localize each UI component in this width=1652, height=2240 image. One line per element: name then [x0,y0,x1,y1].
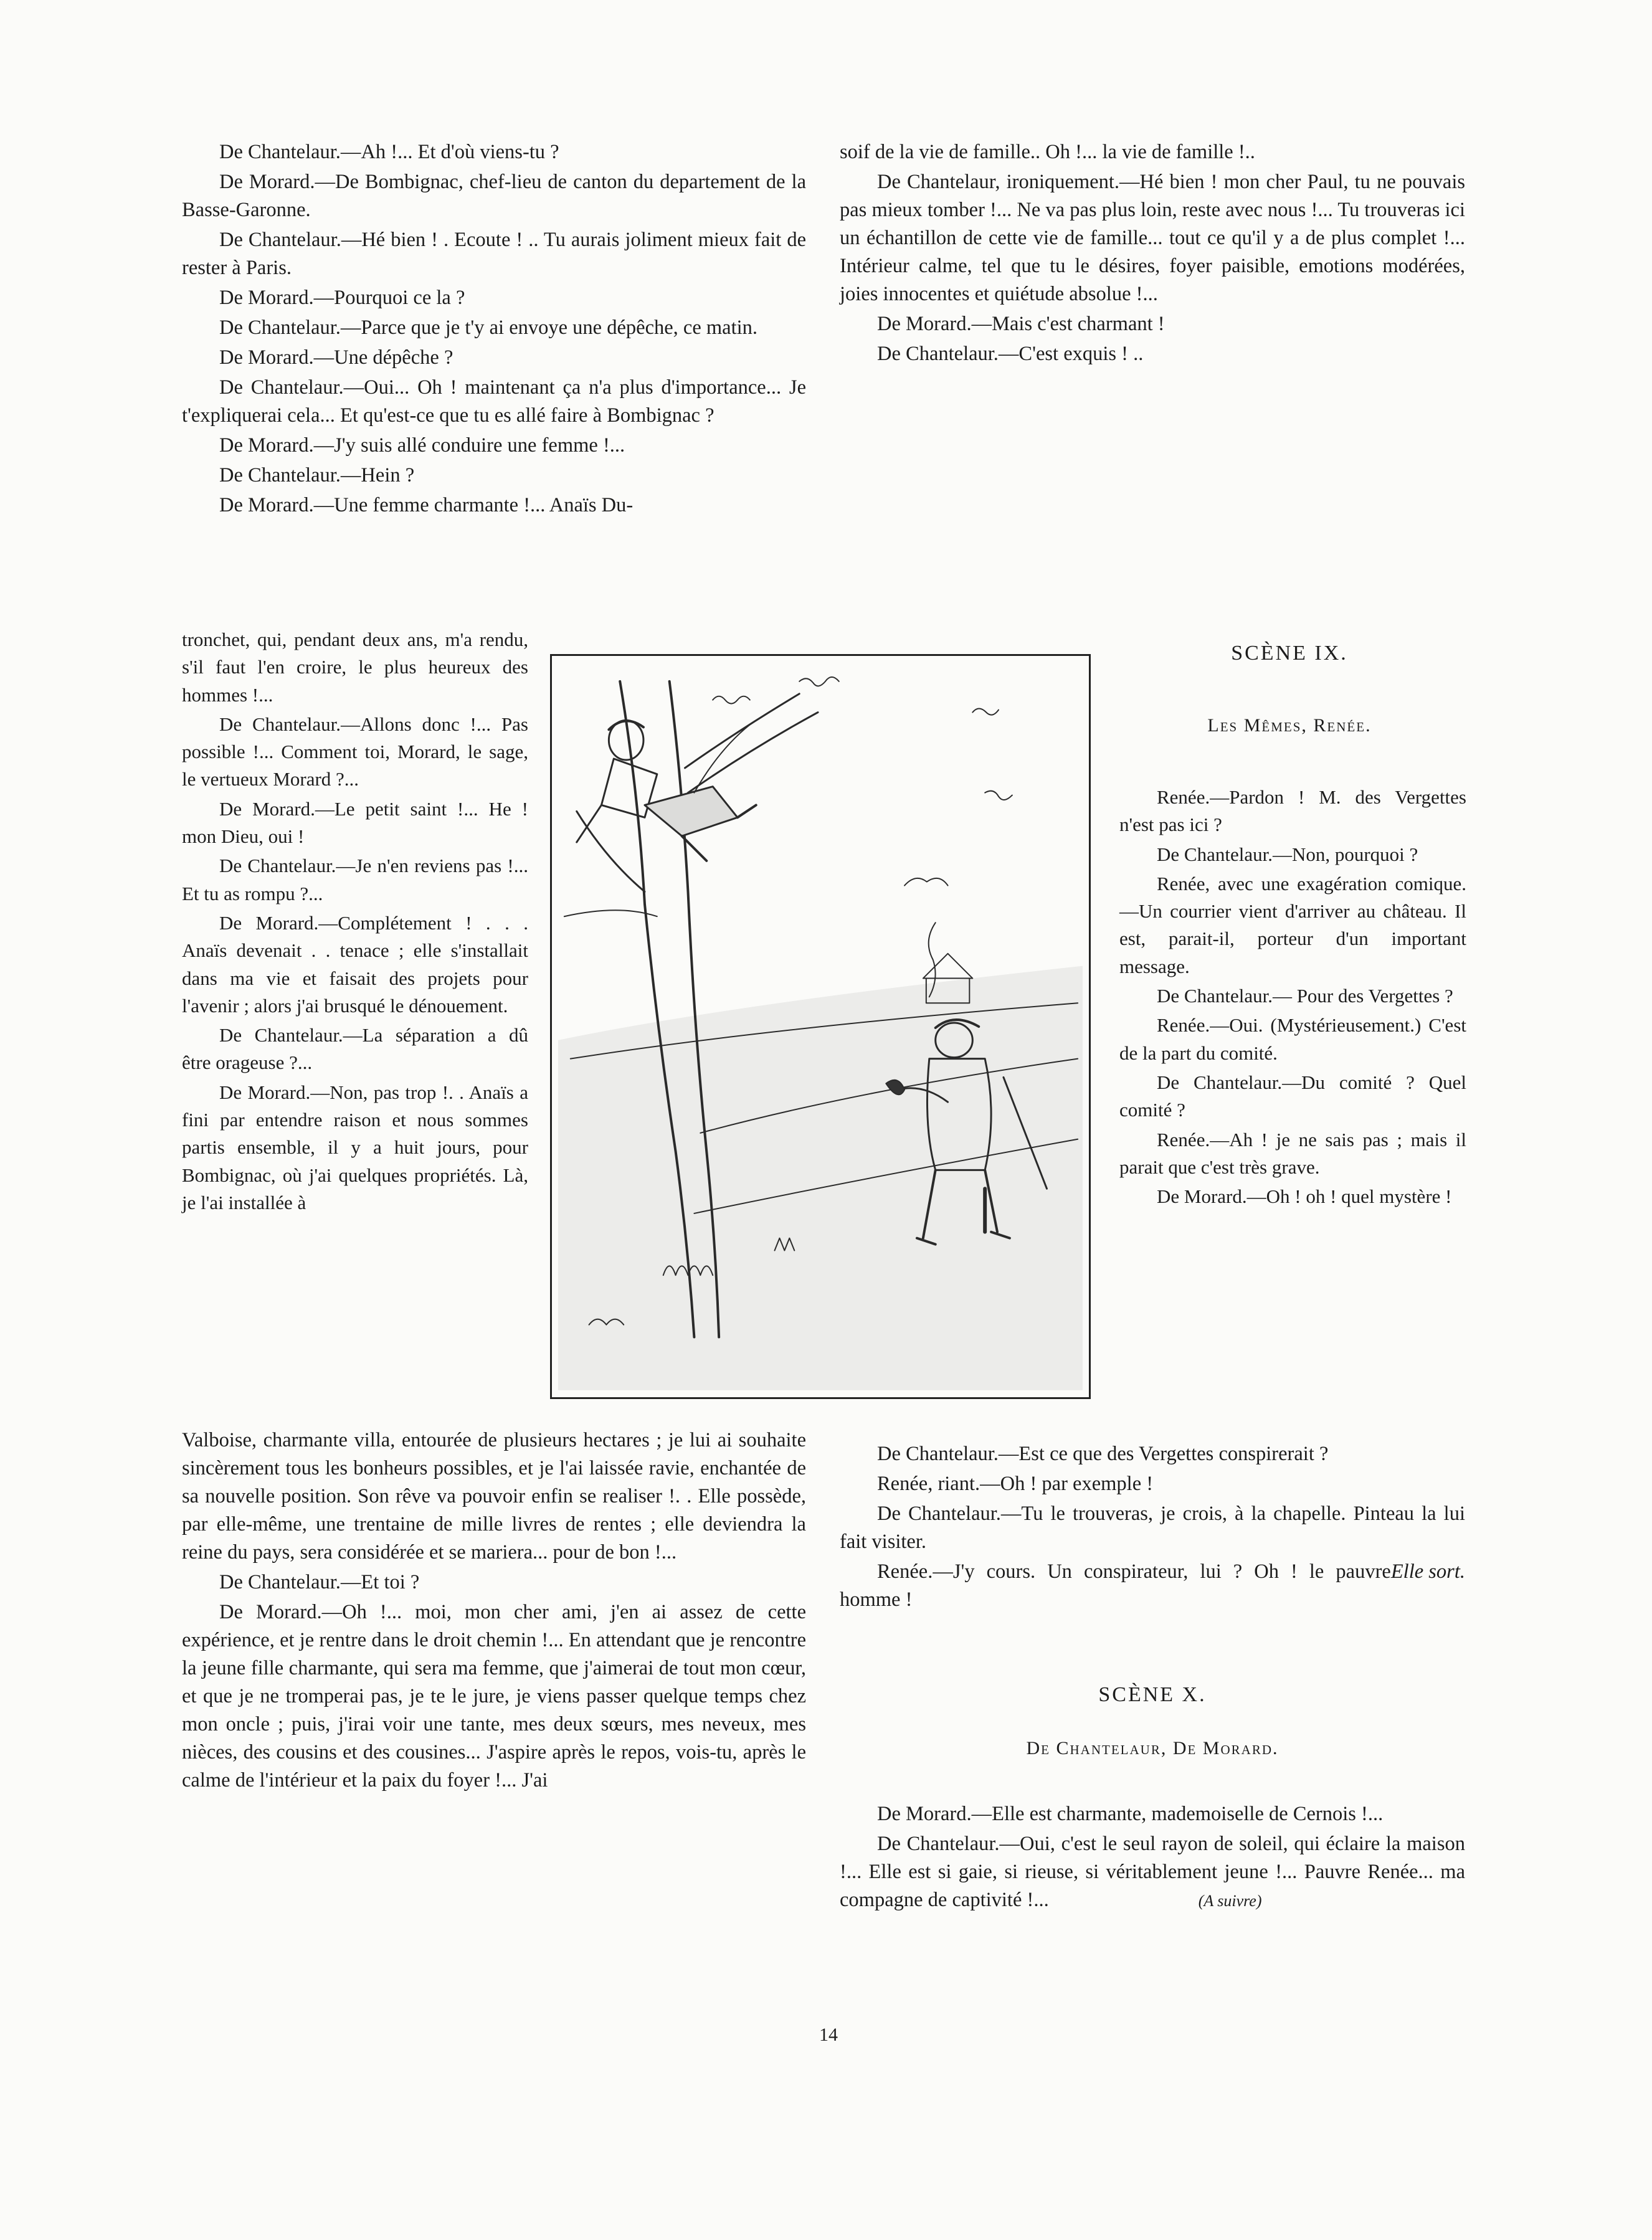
paragraph: De Chantelaur.—Non, pourquoi ? [1157,843,1418,865]
paragraph: De Morard.—Une dépêche ? [219,346,453,369]
paragraph: Renée, riant.—Oh ! par exemple ! [877,1473,1154,1495]
scene-characters: Les Mêmes, Renée. [1207,715,1372,736]
paragraph: Renée.—Pardon ! M. des Vergettes n'est pas ici ? [1119,786,1466,836]
paragraph: Renée, avec une exagération comique.—Un courrier vient d'arriver au château. Il est, parait-il, porteur d'un important message. [1119,872,1466,977]
dialogue-line: De Chantelaur.—Oui, c'est le seul rayon de soleil, qui éclaire la maison !... Elle est si gaie, si rieuse, si véritablement jeune !... Pauvre Renée... ma compagne de captivité !... [840,1833,1465,1911]
tree-climber-and-seated-man-drawing-icon [552,656,1089,1397]
dialogue-line: Renée.—J'y cours. Un conspirateur, lui ? Oh ! le pauvre homme ! [840,1560,1391,1611]
continued-note: (A suivre) [1198,1892,1262,1910]
paragraph: tronchet, qui, pendant deux ans, m'a rendu, s'il faut l'en croire, le plus heureux des hommes !... [182,629,528,706]
paragraph [840,1558,1465,1614]
paragraph: De Chantelaur.—Et toi ? [219,1571,420,1593]
left-wrap-text [182,626,528,1218]
paragraph: Renée.—Oui. (Mystérieusement.) C'est de la part du comité. [1119,1014,1466,1064]
paragraph: De Chantelaur.—Ah !... Et d'où viens-tu ? [219,141,559,163]
paragraph: De Morard.—De Bombignac, chef-lieu de canton du departement de la Basse-Garonne. [182,171,806,221]
paragraph: De Morard.—Complétement ! . . . Anaïs devenait . . tenace ; elle s'installait dans ma vie et faisait des projets pour l'avenir ; alors j'ai brusqué le dénouement. [182,911,528,1017]
paragraph: De Chantelaur.—Parce que je t'y ai envoye une dépêche, ce matin. [219,316,758,339]
paragraph: De Chantelaur.—Hé bien ! . Ecoute ! .. Tu aurais joliment mieux fait de rester à Paris. [182,229,806,279]
paragraph: De Chantelaur.—Est ce que des Vergettes conspirerait ? [877,1443,1329,1465]
paragraph: De Chantelaur.—La séparation a dû être orageuse ?... [182,1024,528,1074]
paragraph: De Morard.—Une femme charmante !... Anaïs Du- [219,494,634,516]
paragraph: De Chantelaur.—Je n'en reviens pas !... Et tu as rompu ?... [182,855,528,904]
illustration-frame [550,654,1091,1399]
paragraph: De Chantelaur, ironiquement.—Hé bien ! mon cher Paul, tu ne pouvais pas mieux tomber !... Ne va pas plus loin, reste avec nous !... Tu trouveras ici un échantillon de cette vie de famille... tout ce qu'il y a de plus complet !... Intérieur calme, tel que tu le désires, foyer paisible, emotions modérées, joies innocentes et quiétude absolue !... [840,171,1465,305]
left-top-text [182,138,806,521]
paragraph: De Chantelaur.—Tu le trouveras, je crois, à la chapelle. Pinteau la lui fait visiter. [840,1502,1465,1553]
paragraph: De Morard.—Oh !... moi, mon cher ami, j'en ai assez de cette expérience, et je rentre dans le droit chemin !... En attendant que je rencontre la jeune fille charmante, qui sera ma femme, que j'aimerai de tout mon cœur, et que je ne tromperai pas, je te le jure, je viens passer quelque temps chez mon oncle ; puis, j'irai voir une tante, mes deux sœurs, mes neveux, mes nièces, des cousins et des cousines... J'aspire après le repos, vois-tu, après le calme de l'intérieur et la paix du foyer !... J'ai [182,1601,806,1792]
scene-title: SCÈNE IX. [1231,642,1348,665]
stage-direction: Elle sort. [1390,1560,1465,1583]
paragraph: De Morard.—Mais c'est charmant ! [877,313,1165,335]
paragraph: De Chantelaur.— Pour des Vergettes ? [1157,985,1453,1007]
paragraph: De Chantelaur.—Allons donc !... Pas possible !... Comment toi, Morard, le sage, le vertueux Morard ?... [182,713,528,790]
right-bottom-text [840,1440,1465,1616]
paragraph: De Chantelaur.—C'est exquis ! .. [877,343,1144,365]
scene-title: SCÈNE X. [1098,1683,1207,1706]
paragraph [840,1830,1465,1915]
right-wrap-text [1119,784,1466,1212]
left-bottom-text [182,1426,806,1796]
paragraph: soif de la vie de famille.. Oh !... la vie de famille !.. [840,141,1255,163]
paragraph: De Morard.—Oh ! oh ! quel mystère ! [1157,1185,1452,1208]
paragraph: De Chantelaur.—Hein ? [219,464,415,486]
paragraph: Valboise, charmante villa, entourée de plusieurs hectares ; je lui ai souhaite sincèrement tous les bonheurs possibles, et je l'ai laissée ravie, enchantée de sa nouvelle position. Son rêve va pouvoir enfin se realiser !. . Elle possède, par elle-même, une trentaine de mille livres de rentes ; elle deviendra la reine du pays, sera considérée et se mariera... pour de bon !... [182,1429,806,1564]
paragraph: De Morard.—J'y suis allé conduire une femme !... [219,434,625,457]
paragraph: De Morard.—Pourquoi ce la ? [219,287,465,309]
right-top-text [840,138,1465,370]
paragraph: De Morard.—Le petit saint !... He ! mon Dieu, oui ! [182,797,528,848]
paragraph: De Morard.—Non, pas trop !. . Anaïs a fini par entendre raison et nous sommes partis ensemble, il y a huit jours, pour Bombignac, où j'ai quelques propriétés. Là, je l'ai installée à [182,1081,528,1213]
paragraph: De Morard.—Elle est charmante, mademoiselle de Cernois !... [877,1803,1384,1825]
paragraph: De Chantelaur.—Du comité ? Quel comité ? [1119,1071,1466,1121]
scene-characters: De Chantelaur, De Morard. [1026,1738,1279,1758]
paragraph: Renée.—Ah ! je ne sais pas ; mais il parait que c'est très grave. [1119,1128,1466,1178]
paragraph: De Chantelaur.—Oui... Oh ! maintenant ça n'a plus d'importance... Je t'expliquerai cela... Et qu'est-ce que tu es allé faire à Bombignac ? [182,376,806,427]
page-number: 14 [819,2024,838,2045]
scene-x-text [840,1800,1465,1917]
